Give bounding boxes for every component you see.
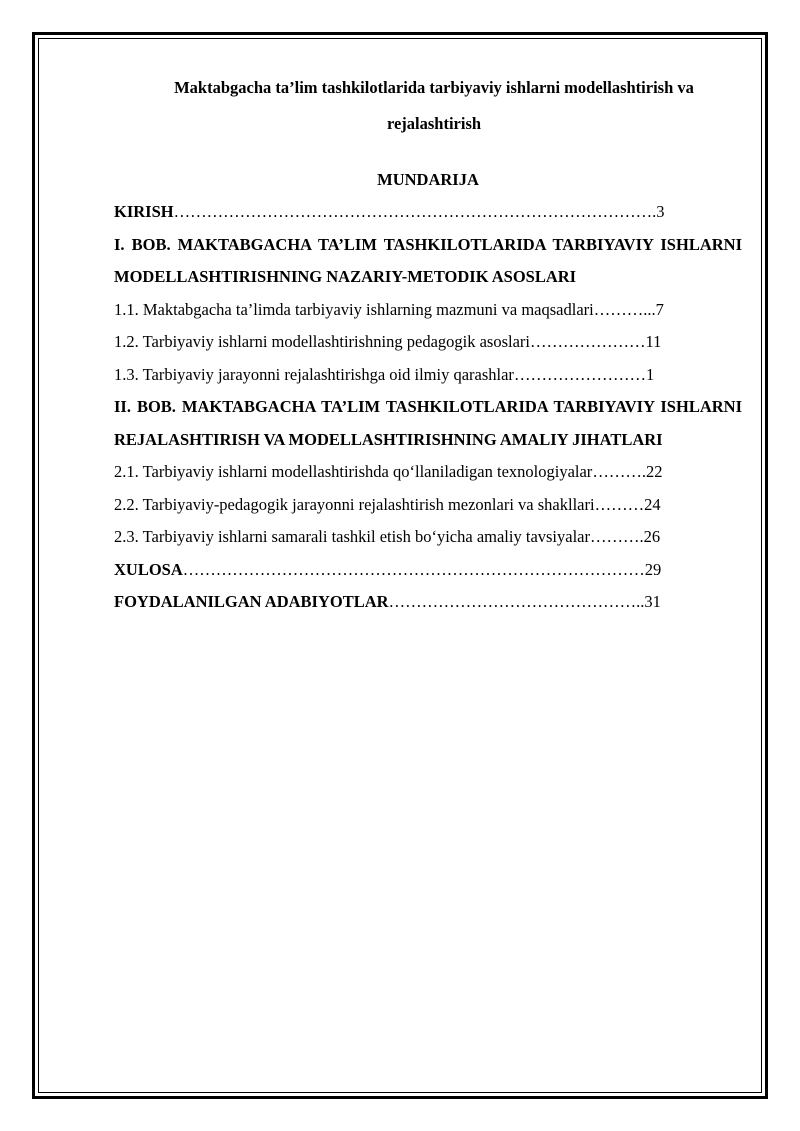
toc-entry-label: KIRISH xyxy=(114,202,174,221)
toc-page-number: 24 xyxy=(644,494,661,514)
toc-page-number: .3 xyxy=(652,202,665,221)
toc-entry-2-3[interactable] xyxy=(114,521,742,554)
toc-entry-1-2[interactable] xyxy=(114,326,742,359)
toc-page-number: 22 xyxy=(645,462,663,481)
toc-entry-label: FOYDALANILGAN ADABIYOTLAR xyxy=(114,592,389,611)
toc-page-number: 26 xyxy=(643,527,661,546)
toc-leader-dots: ………………………………………………………………………… xyxy=(182,559,645,579)
toc-entry-2-2[interactable] xyxy=(114,489,742,522)
toc-page-number: 29 xyxy=(644,559,662,579)
toc-leader-dots: ………. xyxy=(593,299,648,319)
toc-leader-dots: ………. xyxy=(590,527,644,546)
toc-leader-dots: …………………………………………………………………………… xyxy=(173,202,653,221)
document-content xyxy=(114,70,742,619)
toc-chapter-1-title[interactable]: I. BOB. MAKTABGACHA TA’LIM TASHKILOTLARIDA TARBIYAVIY ISHLARNI MODELLASHTIRISHNING NAZARIY-METODIK ASOSLARI xyxy=(114,234,742,286)
toc-entry-label: 1.1. Maktabgacha ta’limda tarbiyaviy ishlarning mazmuni va maqsadlari xyxy=(114,299,594,319)
toc-entry-1-1[interactable] xyxy=(114,294,742,327)
table-of-contents xyxy=(114,196,742,619)
toc-page-number: ..7 xyxy=(647,299,664,319)
toc-page-number: .31 xyxy=(640,592,661,611)
toc-leader-dots: …………………… xyxy=(513,364,646,384)
toc-page-number: 11 xyxy=(645,332,662,351)
document-title: Maktabgacha ta’lim tashkilotlarida tarbiyaviy ishlarni modellashtirish va rejalashtirish xyxy=(174,78,694,133)
toc-entry-intro[interactable] xyxy=(114,196,742,229)
toc-leader-dots: ………. xyxy=(592,462,646,481)
toc-leader-dots: ………………… xyxy=(530,332,646,351)
toc-entry-label: 1.2. Tarbiyaviy ishlarni modellashtirishning pedagogik asoslari xyxy=(114,332,531,351)
toc-entry-conclusion[interactable] xyxy=(114,554,742,587)
toc-entry-2-1[interactable] xyxy=(114,456,742,489)
toc-entry-label: 2.2. Tarbiyaviy-pedagogik jarayonni rejalashtirish mezonlari va shakllari xyxy=(114,494,595,514)
toc-entry-references[interactable] xyxy=(114,586,742,619)
toc-leader-dots: ……… xyxy=(594,494,645,514)
toc-page-number: 1 xyxy=(645,364,655,384)
toc-entry-label: 2.1. Tarbiyaviy ishlarni modellashtirishda qo‘llaniladigan texnologiyalar xyxy=(114,462,593,481)
toc-chapter-2-title[interactable]: II. BOB. MAKTABGACHA TA’LIM TASHKILOTLARIDA TARBIYAVIY ISHLARNI REJALASHTIRISH VA MODELLASHTIRISHNING AMALIY JIHATLARI xyxy=(114,397,742,449)
toc-leader-dots: ………………………………………. xyxy=(388,592,641,611)
toc-entry-label: 2.3. Tarbiyaviy ishlarni samarali tashkil etish bo‘yicha amaliy tavsiyalar xyxy=(114,527,590,546)
toc-heading: MUNDARIJA xyxy=(377,170,479,189)
toc-entry-1-3[interactable] xyxy=(114,359,742,392)
toc-entry-label: 1.3. Tarbiyaviy jarayonni rejalashtirishga oid ilmiy qarashlar xyxy=(114,364,514,384)
toc-entry-label: XULOSA xyxy=(114,559,183,579)
